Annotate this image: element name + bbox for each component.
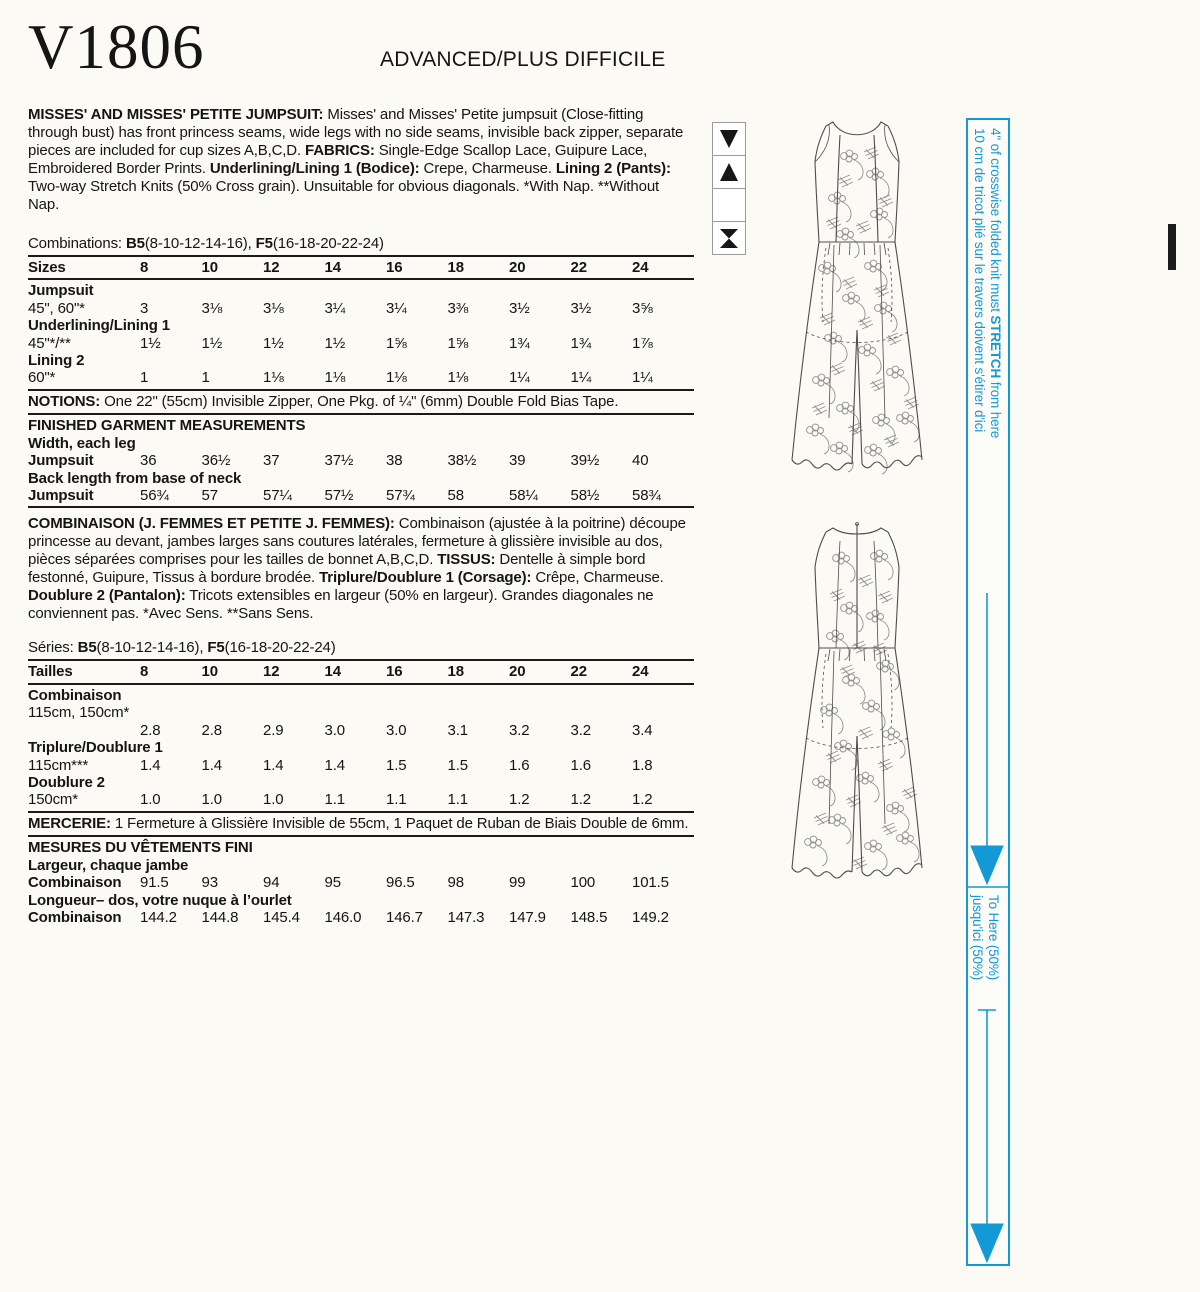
table-row-label: 150cm* [28,791,78,809]
table-cell: 3.0 [386,721,407,739]
size-column-header: 12 [263,663,280,681]
size-column-header: 18 [447,259,464,276]
table-cell: 144.2 [140,908,177,926]
table-cell: 3 [140,299,149,317]
divider [28,506,694,508]
table-row [28,704,694,721]
nap-symbols-column [712,122,746,255]
table-row-label: 45"*/** [28,334,71,352]
mercerie-text [28,815,694,833]
table-cell: 3.2 [509,721,530,739]
size-table-en-header [28,259,694,276]
hourglass-icon [717,226,741,250]
without-nap-icon [712,156,746,189]
table-cell: 98 [447,874,464,892]
size-column-header: 8 [140,663,149,681]
text-run: Misses' and Misses' Petite jumpsuit (Close-fitting through bust) has front princess seams, wide legs with no side seams, invisible back zipper, separate pieces are included for cup sizes A,B,C,D. [28,106,684,159]
divider [28,683,694,685]
table-row-label [28,722,140,739]
text-run: Crepe, Charmeuse. [419,160,556,177]
table-row-label: Lining 2 [28,352,85,370]
notions-text [28,393,694,411]
table-row-label: Jumpsuit [28,452,94,470]
table-header-label: Sizes [28,259,66,276]
table-cell: 1⅝ [447,334,469,352]
table-row [28,487,694,504]
text-run: Single-Edge Scallop Lace, Guipure Lace, Embroidered Border Prints. [28,142,648,177]
table-cell: 58¼ [509,487,538,505]
table-cell: 99 [509,874,526,892]
table-row-label: Width, each leg [28,434,136,452]
text-run: 1 Fermeture à Glissière Invisible de 55cm, 1 Paquet de Ruban de Biais Double de 6mm. [110,814,689,832]
bold-text: Underlining/​Lining 1 (Bodice): [209,160,420,177]
size-table-fr-header [28,663,694,680]
text-run: One 22" (55cm) Invisible Zipper, One Pkg. of ¼" (6mm) Double Fold Bias Tape. [100,392,619,410]
table-row [28,335,694,352]
table-cell: 101.5 [632,874,669,892]
table-cell: 39½ [570,452,600,470]
table-cell: 1.4 [263,756,284,774]
divider [28,835,694,837]
table-row-label: Combinaison [28,908,122,926]
size-column-header: 16 [386,663,403,681]
table-cell: 3.0 [324,721,345,739]
table-cell: 40 [632,452,649,470]
table-cell: 1.1 [324,791,345,809]
table-cell: 36½ [201,452,231,470]
bold-text: B5 [125,235,145,252]
table-row-label: 60"* [28,369,56,387]
table-cell: 100 [570,874,596,892]
table-row [28,739,694,756]
table-row-label: 115cm*** [28,756,89,774]
table-cell: 1 [201,369,210,387]
table-row-label: Jumpsuit [28,282,94,300]
divider [28,255,694,257]
table-cell: 1⅛ [324,369,346,387]
either-direction-icon [712,222,746,255]
table-cell: 1½ [324,334,346,352]
table-row-label: Doublure 2 [28,773,105,791]
table-cell: 1½ [201,334,223,352]
table-row [28,857,694,874]
table-cell: 1½ [263,334,284,352]
table-cell: 1.2 [632,791,653,809]
header [28,12,694,98]
table-row [28,352,694,369]
table-cell: 3⅝ [632,299,653,317]
table-cell: 1¼ [570,369,592,387]
combinations-line [28,235,694,253]
table-cell: 1.8 [632,756,653,774]
size-table-fr-body [28,687,694,809]
table-cell: 2.8 [140,721,161,739]
finished-table-fr [28,857,694,927]
table-cell: 144.8 [201,908,239,926]
size-column-header: 24 [632,663,649,681]
table-row-label: 115cm, 150cm* [28,704,130,722]
table-row [28,435,694,452]
size-column-header: 12 [263,259,280,276]
difficulty-level: ADVANCED/PLUS DIFFICILE [380,48,666,71]
table-row-label: 45", 60"* [28,299,85,317]
size-column-header: 10 [201,663,218,681]
text-run: Séries: [28,639,78,657]
table-cell: 1.5 [386,756,407,774]
table-row-label: Largeur, chaque jambe [28,856,189,874]
divider [28,811,694,813]
table-cell: 1⅛ [386,369,407,387]
jumpsuit-front-drawing [782,116,932,478]
table-cell: 1⅛ [263,369,284,387]
size-column-header: 14 [324,663,341,681]
series-line [28,639,694,657]
table-row [28,722,694,739]
table-cell: 1.2 [509,791,530,809]
back-outline [792,523,922,878]
table-cell: 3¼ [324,299,346,317]
jumpsuit-back-drawing [782,520,932,888]
table-cell: 1.4 [140,756,161,774]
table-cell: 3.1 [447,721,468,739]
table-cell: 57¼ [263,487,292,505]
bold-text: MERCERIE: [28,814,111,832]
table-cell: 1.0 [140,791,161,809]
bold-text: F5 [255,235,273,252]
size-column-header: 18 [447,663,464,681]
table-cell: 1.0 [201,791,222,809]
divider [28,278,694,280]
table-cell: 58½ [570,487,600,505]
text-run: Two-way Stretch Knits (50% Cross grain). Unsuitable for obvious diagonals. *With Nap. **Without Nap. [28,178,660,213]
table-cell: 3¼ [386,299,407,317]
blank-symbol-cell [712,189,746,222]
text-run: Dentelle à simple bord festonné, Guipure, Tissus à bordure brodée. [28,551,646,587]
table-cell: 3⅛ [201,299,223,317]
table-cell: 1⅞ [632,334,653,352]
text-run: (16-18-20-22-24) [272,235,384,252]
bold-text: COMBINAISON (J. FEMMES ET PETITE J. FEMMES): [28,515,395,533]
bold-text: F5 [207,639,225,657]
table-row [28,791,694,808]
table-row [28,774,694,791]
bold-text: Doublure 2 (Pantalon): [28,587,186,605]
table-cell: 1¼ [632,369,653,387]
table-cell: 146.0 [324,908,362,926]
table-cell: 1.1 [386,791,407,809]
table-cell: 56¾ [140,487,169,505]
table-row-label: Combinaison [28,686,122,704]
table-cell: 148.5 [570,908,608,926]
table-cell: 1.4 [201,756,222,774]
to-here-french: jusqu'ici (50%) [970,895,985,981]
table-row [28,757,694,774]
table-cell: 58 [447,487,464,505]
table-cell: 1⅛ [447,369,469,387]
table-cell: 147.3 [447,908,485,926]
text-run: Combinations: [28,235,126,252]
size-column-header: 8 [140,259,149,276]
size-column-header: 20 [509,259,526,276]
table-cell: 1½ [140,334,161,352]
table-cell: 57½ [324,487,354,505]
front-lace-motifs [807,147,919,474]
stretch-gauge-strip [966,118,1010,1266]
table-row-label: Combinaison [28,874,122,892]
to-here-english: To Here (50%) [986,895,1001,981]
table-cell: 91.5 [140,874,169,892]
table-cell: 58¾ [632,487,661,505]
finished-measurements-title-en: FINISHED GARMENT MEASUREMENTS [28,416,306,434]
to-here-text [969,895,1001,1015]
table-cell: 1 [140,369,149,387]
table-cell: 96.5 [386,874,415,892]
bold-text: Triplure/Doublure 1 (Corsage): [319,569,532,587]
table-cell: 1.0 [263,791,284,809]
table-cell: 1.6 [570,756,591,774]
table-cell: 3.4 [632,721,653,739]
table-row-label: Jumpsuit [28,487,94,505]
text-run: (8-10-12-14-16), [96,639,208,657]
english-description [28,106,694,214]
table-row [28,300,694,317]
text-run: Combinaison (ajustée à la poitrine) découpe princesse au devant, jambes larges sans coutures latérales, fermeture à glissière invisible au dos, pièces séparées comprises pour les tailles de bonnet A,B,C,D. [28,515,686,569]
table-cell: 1.6 [509,756,530,774]
table-cell: 37 [263,452,280,470]
table-cell: 94 [263,874,280,892]
text-run: Tricots extensibles en largeur (50% en largeur). Grandes diagonales ne conviennent pas. *Avec Sens. **Sans Sens. [28,587,654,623]
bold-text: NOTIONS: [28,392,101,410]
table-cell: 146.7 [386,908,423,926]
pattern-number: V1806 [28,12,205,82]
finished-table-en [28,435,694,505]
table-cell: 39 [509,452,526,470]
table-header-row [28,663,694,680]
table-row-label: Underlining/Lining 1 [28,317,170,335]
bold-text: TISSUS: [437,551,496,569]
text-run: Crêpe, Charmeuse. [531,569,664,587]
table-cell: 3.2 [570,721,591,739]
table-row [28,470,694,487]
table-row [28,874,694,891]
table-row [28,909,694,926]
print-registration-mark [1168,224,1176,270]
stretch-text-english: 4" of crosswise folded knit must STRETCH from here [988,128,1003,439]
divider [28,389,694,391]
table-row [28,452,694,469]
french-description [28,515,694,623]
table-row-label: Longueur– dos, votre nuque à l’ourlet [28,891,292,909]
triangle-up-icon [717,160,741,184]
size-column-header: 16 [386,259,403,276]
bold-text: Lining 2 (Pants): [555,160,671,177]
with-nap-icon [712,122,746,156]
table-cell: 1¾ [570,334,592,352]
table-header-label: Tailles [28,663,73,681]
table-row [28,892,694,909]
table-cell: 2.9 [263,721,284,739]
bold-text: MISSES' AND MISSES' PETITE JUMPSUIT: [28,106,324,123]
table-cell: 1.2 [570,791,591,809]
table-row [28,282,694,299]
table-cell: 57 [201,487,218,505]
table-cell: 3½ [570,299,592,317]
size-column-header: 22 [570,663,587,681]
table-cell: 38 [386,452,403,470]
table-cell: 149.2 [632,908,669,926]
down-arrowhead-icon [971,1224,1003,1262]
table-cell: 3⅜ [447,299,469,317]
table-cell: 1.1 [447,791,468,809]
table-cell: 1.4 [324,756,345,774]
bold-text: FABRICS: [305,142,375,159]
size-column-header: 22 [570,259,587,276]
table-cell: 1¼ [509,369,530,387]
table-cell: 1⅝ [386,334,407,352]
size-column-header: 20 [509,663,526,681]
table-cell: 38½ [447,452,477,470]
table-cell: 1¾ [509,334,530,352]
table-row [28,317,694,334]
divider [28,413,694,415]
table-cell: 36 [140,452,157,470]
table-cell: 93 [201,874,218,892]
table-cell: 3⅛ [263,299,284,317]
table-cell: 2.8 [201,721,222,739]
text-run: (16-18-20-22-24) [224,639,336,657]
text-column [28,12,694,926]
down-arrowhead-icon [971,846,1003,884]
table-cell: 37½ [324,452,354,470]
table-cell: 1.5 [447,756,468,774]
table-row [28,369,694,386]
bold-text: B5 [77,639,97,657]
size-column-header: 24 [632,259,649,276]
table-cell: 145.4 [263,908,300,926]
table-cell: 95 [324,874,341,892]
finished-measurements-title-fr: MESURES DU VÊTEMENTS FINI [28,838,253,856]
table-cell: 57¾ [386,487,415,505]
stretch-instruction-text [971,128,1003,518]
table-row-label: Triplure/Doublure 1 [28,739,163,757]
stretch-text-french: 10 cm de tricot plié sur le travers doivent s'étirer d'ici [972,128,987,433]
size-table-en-body [28,282,694,386]
size-column-header: 14 [324,259,341,276]
table-row-label: Back length from base of neck [28,469,242,487]
text-run: (8-10-12-14-16), [144,235,256,252]
table-cell: 3½ [509,299,530,317]
table-header-row [28,259,694,276]
table-cell: 147.9 [509,908,546,926]
divider [28,659,694,661]
triangle-down-icon [717,127,741,151]
size-column-header: 10 [201,259,218,276]
table-row [28,687,694,704]
